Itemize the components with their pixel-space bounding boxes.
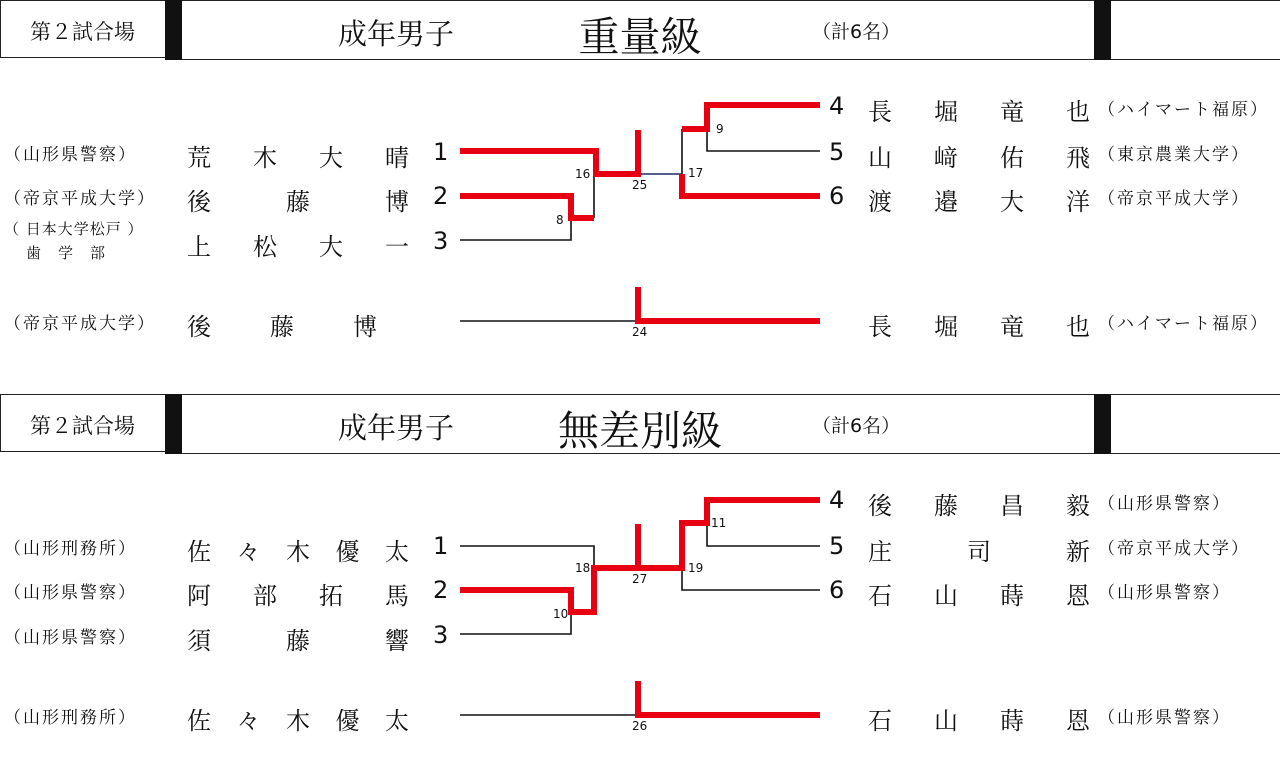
player-seed: 3 (433, 227, 449, 255)
player-affiliation-line2: 歯 学 部 (26, 244, 107, 262)
player-name: 後藤博 (187, 188, 409, 216)
player-affiliation: （山形県警察） (4, 583, 137, 603)
player-seed: 2 (433, 182, 449, 210)
player-name: 石山蒔恩 (868, 582, 1090, 610)
final-right-affiliation: （ハイマート福原） (1098, 314, 1269, 334)
final-right-name: 長堀竜也 (868, 313, 1090, 341)
player-name: 山﨑佑飛 (868, 144, 1090, 172)
winner-line (638, 287, 820, 321)
match-number: 8 (556, 213, 564, 227)
player-seed: 5 (829, 532, 845, 560)
player-affiliation: （帝京平成大学） (1098, 189, 1250, 209)
player-name: 須藤響 (187, 627, 409, 655)
bracket-lines (0, 0, 1280, 368)
player-seed: 6 (829, 576, 845, 604)
bracket-section-openweight (0, 394, 1280, 762)
player-affiliation: （山形県警察） (4, 145, 137, 165)
venue-label: 第２試合場 (30, 414, 135, 438)
player-name: 長堀竜也 (868, 98, 1090, 126)
player-seed: 5 (829, 138, 845, 166)
participant-count: （計6名） (812, 415, 901, 437)
bracket-line (460, 218, 571, 240)
player-affiliation: （帝京平成大学） (4, 189, 156, 209)
final-left-affiliation: （帝京平成大学） (4, 314, 156, 334)
player-affiliation: （帝京平成大学） (1098, 539, 1250, 559)
match-number: 11 (711, 516, 727, 530)
bracket-section-heavyweight (0, 0, 1280, 368)
player-affiliation: （山形県警察） (1098, 494, 1231, 514)
category-label: 成年男子 (338, 411, 455, 445)
player-seed: 3 (433, 621, 449, 649)
winner-line (460, 524, 638, 612)
bracket-line (460, 546, 594, 568)
player-name: 荒木大晴 (187, 144, 409, 172)
player-name: 佐々木優太 (187, 538, 409, 566)
player-affiliation: （山形刑務所） (4, 539, 137, 559)
player-seed: 6 (829, 182, 845, 210)
player-name: 庄司新 (868, 538, 1090, 566)
player-seed: 4 (829, 92, 845, 120)
player-name: 後藤昌毅 (868, 492, 1090, 520)
player-name: 渡邉大洋 (868, 188, 1090, 216)
winner-line (460, 130, 638, 174)
category-label: 成年男子 (338, 17, 455, 51)
final-left-affiliation: （山形刑務所） (4, 708, 137, 728)
player-seed: 2 (433, 576, 449, 604)
weight-class-title: 無差別級 (558, 407, 722, 455)
match-number: 24 (632, 325, 648, 339)
player-affiliation-line1: （ 日本大学松戸 ） (4, 220, 144, 238)
winner-line (460, 196, 594, 218)
weight-class-title: 重量級 (578, 13, 702, 61)
player-seed: 1 (433, 138, 449, 166)
bracket-lines (0, 394, 1280, 762)
player-affiliation: （ハイマート福原） (1098, 100, 1269, 120)
venue-label: 第２試合場 (30, 20, 135, 44)
final-left-name: 佐々木優太 (187, 707, 409, 735)
winner-line (638, 681, 820, 715)
player-name: 阿部拓馬 (187, 582, 409, 610)
match-number: 27 (632, 572, 648, 586)
final-right-affiliation: （山形県警察） (1098, 708, 1231, 728)
match-number: 9 (716, 122, 724, 136)
match-number: 18 (575, 561, 591, 575)
match-number: 19 (688, 561, 704, 575)
player-affiliation: （東京農業大学） (1098, 145, 1250, 165)
bracket-line (707, 128, 820, 151)
winner-line (638, 500, 820, 568)
player-affiliation: （山形県警察） (4, 628, 137, 648)
match-number: 26 (632, 719, 648, 733)
player-seed: 4 (829, 486, 845, 514)
player-seed: 1 (433, 532, 449, 560)
winner-line (682, 105, 820, 129)
match-number: 25 (632, 178, 648, 192)
match-number: 16 (575, 167, 591, 181)
player-affiliation: （山形県警察） (1098, 583, 1231, 603)
match-number: 10 (553, 607, 569, 621)
final-left-name: 後藤博 (187, 313, 377, 341)
final-right-name: 石山蒔恩 (868, 707, 1090, 735)
match-number: 17 (688, 166, 704, 180)
participant-count: （計6名） (812, 21, 901, 43)
player-name: 上松大一 (187, 233, 409, 261)
